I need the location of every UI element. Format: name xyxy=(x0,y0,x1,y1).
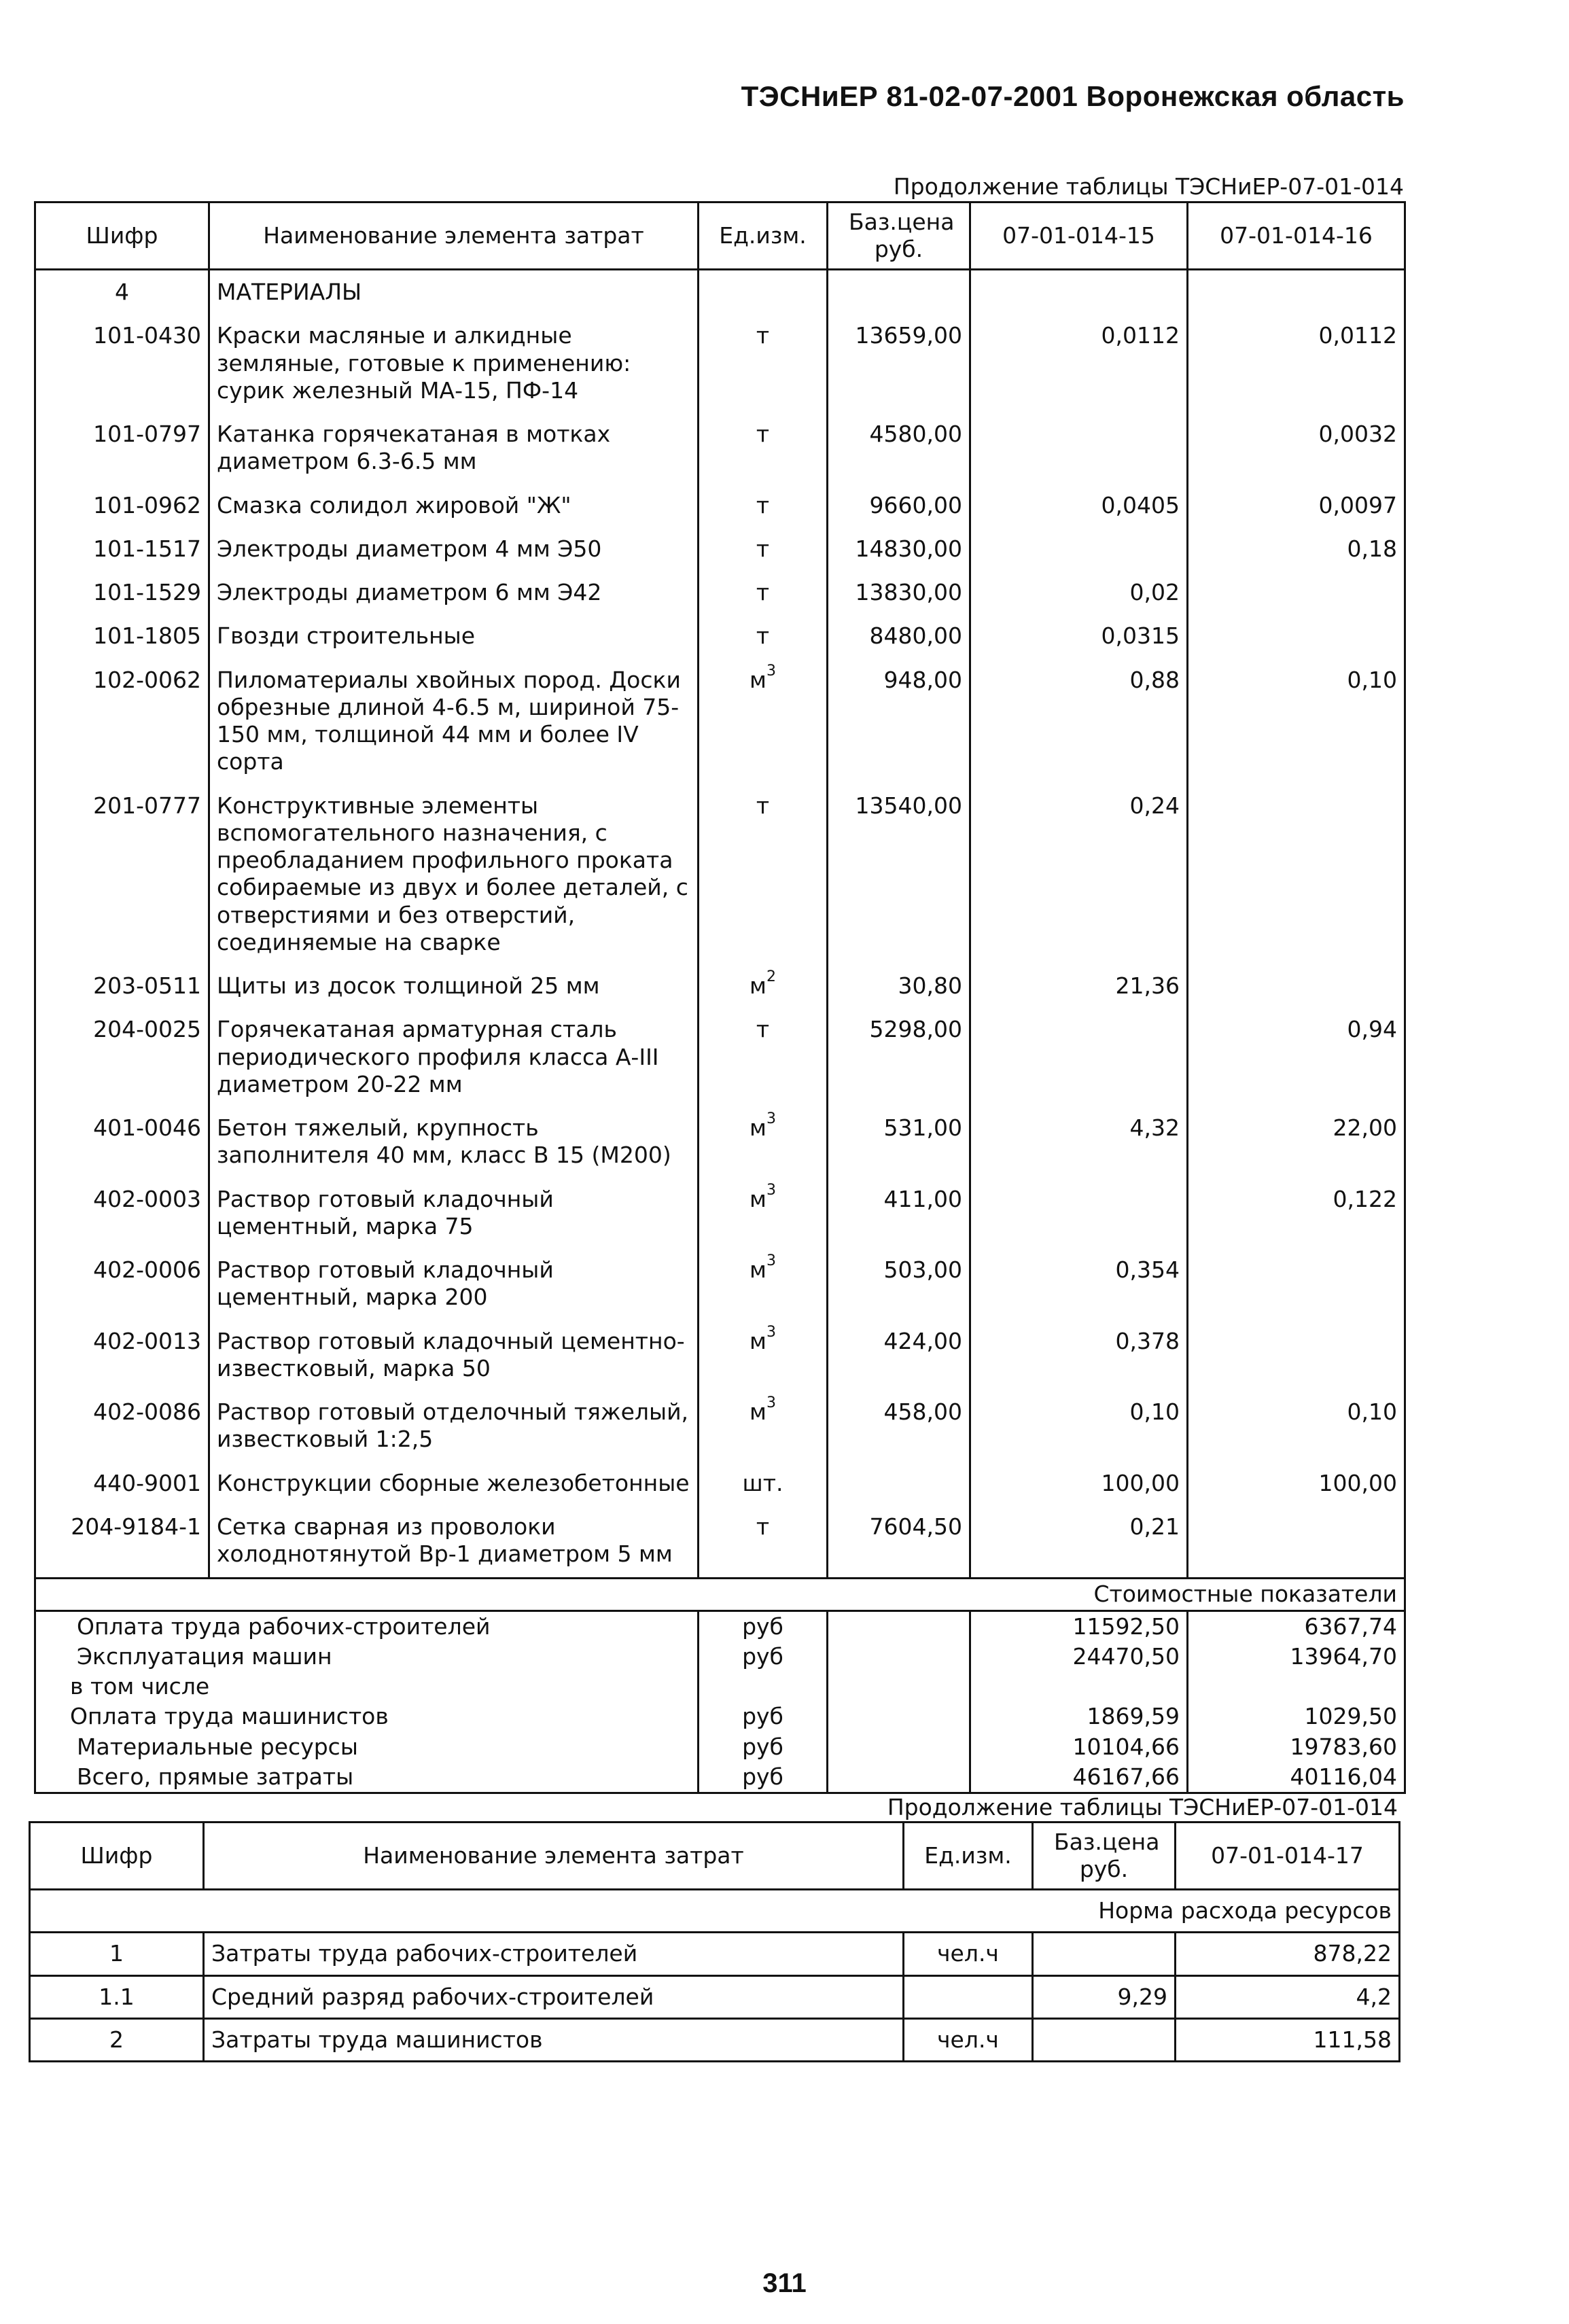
material-row xyxy=(35,1392,1405,1463)
unit-text: т xyxy=(756,535,770,562)
unit-text: т xyxy=(756,792,770,819)
row-price: 30,80 xyxy=(828,966,970,1009)
total-row xyxy=(35,1672,1405,1702)
row-name: Раствор готовый кладочный цементный, марка 75 xyxy=(209,1179,699,1250)
total-value-15: 11592,50 xyxy=(970,1610,1188,1642)
total-name: Оплата труда машинистов xyxy=(35,1702,699,1731)
total-name: Эксплуатация машин xyxy=(35,1642,699,1672)
total-row xyxy=(35,1702,1405,1731)
row-value-15: 0,0315 xyxy=(970,616,1188,659)
row-unit xyxy=(699,786,828,966)
row-value-16: 0,0112 xyxy=(1188,315,1405,414)
labor-row xyxy=(30,1975,1400,2018)
total-value-15: 46167,66 xyxy=(970,1762,1188,1793)
row-name: Бетон тяжелый, крупность заполнителя 40 мм, класс В 15 (М200) xyxy=(209,1108,699,1179)
row-name: Электроды диаметром 6 мм Э42 xyxy=(209,572,699,616)
row-name: Краски масляные и алкидные земляные, готовые к применению: сурик железный МА-15, ПФ-14 xyxy=(209,315,699,414)
unit-text: т xyxy=(756,322,770,349)
total-price xyxy=(828,1610,970,1642)
unit-text: м xyxy=(750,1114,766,1141)
col-header-price: Баз.цена руб. xyxy=(828,203,970,270)
material-row xyxy=(35,529,1405,572)
total-price xyxy=(828,1732,970,1762)
col2-header-price: Баз.цена руб. xyxy=(1033,1823,1176,1890)
row-unit xyxy=(699,414,828,485)
row-value-15: 0,0112 xyxy=(970,315,1188,414)
row-price: 7604,50 xyxy=(828,1507,970,1579)
total-value-15 xyxy=(970,1672,1188,1702)
row-price: 531,00 xyxy=(828,1108,970,1179)
row-price: 13659,00 xyxy=(828,315,970,414)
row-unit xyxy=(699,1179,828,1250)
cost-header: Стоимостные показатели xyxy=(35,1579,1405,1610)
row-unit xyxy=(699,572,828,616)
material-row xyxy=(35,1179,1405,1250)
row-value-15 xyxy=(970,414,1188,485)
row-code: 101-0962 xyxy=(35,485,209,529)
row-code: 204-9184-1 xyxy=(35,1507,209,1579)
total-value-16: 1029,50 xyxy=(1188,1702,1405,1731)
row-name: Конструкции сборные железобетонные xyxy=(209,1463,699,1507)
total-row xyxy=(35,1642,1405,1672)
total-value-16: 19783,60 xyxy=(1188,1732,1405,1762)
total-price xyxy=(828,1762,970,1793)
page-number: 311 xyxy=(762,2268,807,2298)
total-unit: руб xyxy=(699,1702,828,1731)
row-code: 204-0025 xyxy=(35,1009,209,1108)
unit-text: м xyxy=(750,666,766,693)
row-value-15: 0,21 xyxy=(970,1507,1188,1579)
total-unit: руб xyxy=(699,1732,828,1762)
unit-superscript: 3 xyxy=(766,1323,776,1341)
unit-text: м xyxy=(750,1185,766,1212)
total-name: Оплата труда рабочих-строителей xyxy=(35,1610,699,1642)
total-row xyxy=(35,1610,1405,1642)
row-value-15: 0,02 xyxy=(970,572,1188,616)
total-value-16: 6367,74 xyxy=(1188,1610,1405,1642)
row-value-15: 0,0405 xyxy=(970,485,1188,529)
row-code: 402-0013 xyxy=(35,1321,209,1392)
row-name: Затраты труда машинистов xyxy=(204,2018,904,2061)
row-value-16: 0,10 xyxy=(1188,660,1405,786)
total-value-15: 10104,66 xyxy=(970,1732,1188,1762)
row-value-16: 0,122 xyxy=(1188,1179,1405,1250)
row-name: Смазка солидол жировой "Ж" xyxy=(209,485,699,529)
total-unit: руб xyxy=(699,1762,828,1793)
row-value-15: 0,10 xyxy=(970,1392,1188,1463)
row-name: Щиты из досок толщиной 25 мм xyxy=(209,966,699,1009)
row-name: Катанка горячекатаная в мотках диаметром 6.3-6.5 мм xyxy=(209,414,699,485)
row-name: Горячекатаная арматурная сталь периодического профиля класса А-III диаметром 20-22 мм xyxy=(209,1009,699,1108)
row-value-16: 22,00 xyxy=(1188,1108,1405,1179)
row-value-16: 0,10 xyxy=(1188,1392,1405,1463)
row-value-16 xyxy=(1188,616,1405,659)
total-value-15: 1869,59 xyxy=(970,1702,1188,1731)
col-header-07-01-014-16: 07-01-014-16 xyxy=(1188,203,1405,270)
row-name: Раствор готовый отделочный тяжелый, известковый 1:2,5 xyxy=(209,1392,699,1463)
row-price: 9660,00 xyxy=(828,485,970,529)
section-code: 4 xyxy=(35,270,209,316)
table-2-caption: Продолжение таблицы ТЭСНиЕР-07-01-014 xyxy=(887,1794,1398,1820)
row-value-15: 0,354 xyxy=(970,1250,1188,1321)
row-unit: чел.ч xyxy=(904,1933,1033,1975)
row-code: 402-0003 xyxy=(35,1179,209,1250)
row-unit xyxy=(699,1321,828,1392)
unit-superscript: 3 xyxy=(766,1110,776,1127)
total-unit: руб xyxy=(699,1642,828,1672)
unit-text: шт. xyxy=(742,1469,783,1496)
material-row xyxy=(35,414,1405,485)
row-price: 14830,00 xyxy=(828,529,970,572)
row-price: 4580,00 xyxy=(828,414,970,485)
row-value-16: 100,00 xyxy=(1188,1463,1405,1507)
row-unit xyxy=(699,1392,828,1463)
row-price: 424,00 xyxy=(828,1321,970,1392)
row-code: 102-0062 xyxy=(35,660,209,786)
table2-header-row xyxy=(30,1823,1400,1890)
col-header-name: Наименование элемента затрат xyxy=(209,203,699,270)
row-code: 2 xyxy=(30,2018,204,2061)
total-row xyxy=(35,1762,1405,1793)
section-name: МАТЕРИАЛЫ xyxy=(209,270,699,316)
row-code: 402-0086 xyxy=(35,1392,209,1463)
row-name: Сетка сварная из проволоки холоднотянутой Вр-1 диаметром 5 мм xyxy=(209,1507,699,1579)
total-value-16: 40116,04 xyxy=(1188,1762,1405,1793)
row-unit xyxy=(904,1975,1033,2018)
col-header-unit: Ед.изм. xyxy=(699,203,828,270)
row-price xyxy=(828,1463,970,1507)
row-name: Электроды диаметром 4 мм Э50 xyxy=(209,529,699,572)
row-value-17: 111,58 xyxy=(1176,2018,1400,2061)
total-price xyxy=(828,1642,970,1672)
row-code: 402-0006 xyxy=(35,1250,209,1321)
row-price: 503,00 xyxy=(828,1250,970,1321)
row-value-16: 0,94 xyxy=(1188,1009,1405,1108)
row-price: 411,00 xyxy=(828,1179,970,1250)
total-unit: руб xyxy=(699,1610,828,1642)
row-code: 201-0777 xyxy=(35,786,209,966)
row-unit xyxy=(699,966,828,1009)
total-price xyxy=(828,1702,970,1731)
row-code: 101-1529 xyxy=(35,572,209,616)
col2-header-code: Шифр xyxy=(30,1823,204,1890)
row-value-15 xyxy=(970,529,1188,572)
unit-superscript: 3 xyxy=(766,1252,776,1269)
cost-header-row xyxy=(35,1579,1405,1610)
labor-table xyxy=(29,1821,1400,2062)
row-price: 13540,00 xyxy=(828,786,970,966)
row-name: Гвозди строительные xyxy=(209,616,699,659)
row-unit xyxy=(699,1108,828,1179)
unit-text: м xyxy=(750,1256,766,1283)
row-price: 948,00 xyxy=(828,660,970,786)
material-row xyxy=(35,1108,1405,1179)
material-row xyxy=(35,966,1405,1009)
row-value-16 xyxy=(1188,1250,1405,1321)
col2-header-name: Наименование элемента затрат xyxy=(204,1823,904,1890)
row-code: 101-0430 xyxy=(35,315,209,414)
row-price xyxy=(1033,1933,1176,1975)
row-value-16 xyxy=(1188,966,1405,1009)
material-row xyxy=(35,485,1405,529)
total-value-16: 13964,70 xyxy=(1188,1642,1405,1672)
unit-superscript: 3 xyxy=(766,1181,776,1199)
col2-header-unit: Ед.изм. xyxy=(904,1823,1033,1890)
total-name: Материальные ресурсы xyxy=(35,1732,699,1762)
row-code: 1 xyxy=(30,1933,204,1975)
material-row xyxy=(35,660,1405,786)
labor-row xyxy=(30,2018,1400,2061)
row-price: 458,00 xyxy=(828,1392,970,1463)
row-value-16 xyxy=(1188,572,1405,616)
unit-text: т xyxy=(756,421,770,447)
material-row xyxy=(35,786,1405,966)
row-value-15: 100,00 xyxy=(970,1463,1188,1507)
material-row xyxy=(35,572,1405,616)
unit-text: т xyxy=(756,491,770,518)
unit-text: т xyxy=(756,1016,770,1043)
row-code: 203-0511 xyxy=(35,966,209,1009)
row-value-15: 0,88 xyxy=(970,660,1188,786)
row-code: 101-1805 xyxy=(35,616,209,659)
row-value-17: 4,2 xyxy=(1176,1975,1400,2018)
total-name: в том числе xyxy=(35,1672,699,1702)
row-unit xyxy=(699,485,828,529)
row-value-16 xyxy=(1188,786,1405,966)
material-row xyxy=(35,1250,1405,1321)
norm-header-row xyxy=(30,1890,1400,1933)
row-value-15: 21,36 xyxy=(970,966,1188,1009)
row-price: 5298,00 xyxy=(828,1009,970,1108)
total-value-16 xyxy=(1188,1672,1405,1702)
row-value-15 xyxy=(970,1009,1188,1108)
material-row xyxy=(35,1009,1405,1108)
row-price: 13830,00 xyxy=(828,572,970,616)
norm-header: Норма расхода ресурсов xyxy=(30,1890,1400,1933)
row-value-16: 0,0032 xyxy=(1188,414,1405,485)
col2-header-07-01-014-17: 07-01-014-17 xyxy=(1176,1823,1400,1890)
row-code: 1.1 xyxy=(30,1975,204,2018)
table-header-row xyxy=(35,203,1405,270)
col-header-code: Шифр xyxy=(35,203,209,270)
row-name: Затраты труда рабочих-строителей xyxy=(204,1933,904,1975)
total-unit xyxy=(699,1672,828,1702)
unit-text: м xyxy=(750,1327,766,1354)
total-name: Всего, прямые затраты xyxy=(35,1762,699,1793)
material-row xyxy=(35,616,1405,659)
row-value-15: 0,378 xyxy=(970,1321,1188,1392)
row-name: Конструктивные элементы вспомогательного назначения, с преобладанием профильного проката собираемые из двух и более деталей, с отверстиями и без отверстий, соединяемые на сварке xyxy=(209,786,699,966)
row-unit xyxy=(699,616,828,659)
row-code: 401-0046 xyxy=(35,1108,209,1179)
unit-text: т xyxy=(756,1513,770,1540)
row-value-15 xyxy=(970,1179,1188,1250)
section-row xyxy=(35,270,1405,316)
labor-row xyxy=(30,1933,1400,1975)
row-unit xyxy=(699,315,828,414)
row-value-15: 4,32 xyxy=(970,1108,1188,1179)
unit-text: м xyxy=(750,972,766,999)
row-value-16 xyxy=(1188,1507,1405,1579)
row-price xyxy=(1033,2018,1176,2061)
document-header: ТЭСНиЕР 81-02-07-2001 Воронежская область xyxy=(741,80,1405,112)
row-name: Средний разряд рабочих-строителей xyxy=(204,1975,904,2018)
col-header-07-01-014-15: 07-01-014-15 xyxy=(970,203,1188,270)
row-unit xyxy=(699,1507,828,1579)
total-value-15: 24470,50 xyxy=(970,1642,1188,1672)
row-price: 9,29 xyxy=(1033,1975,1176,2018)
row-unit xyxy=(699,1250,828,1321)
total-price xyxy=(828,1672,970,1702)
unit-text: м xyxy=(750,1398,766,1425)
row-name: Пиломатериалы хвойных пород. Доски обрезные длиной 4-6.5 м, шириной 75-150 мм, толщиной 44 мм и более IV сорта xyxy=(209,660,699,786)
material-row xyxy=(35,1463,1405,1507)
total-row xyxy=(35,1732,1405,1762)
row-unit xyxy=(699,1463,828,1507)
row-code: 440-9001 xyxy=(35,1463,209,1507)
table-1-caption: Продолжение таблицы ТЭСНиЕР-07-01-014 xyxy=(893,173,1404,200)
material-row xyxy=(35,1321,1405,1392)
material-row xyxy=(35,1507,1405,1579)
unit-superscript: 3 xyxy=(766,1394,776,1411)
row-unit xyxy=(699,1009,828,1108)
unit-text: т xyxy=(756,579,770,605)
row-value-16: 0,0097 xyxy=(1188,485,1405,529)
row-name: Раствор готовый кладочный цементно-известковый, марка 50 xyxy=(209,1321,699,1392)
row-value-16 xyxy=(1188,1321,1405,1392)
row-unit xyxy=(699,660,828,786)
row-value-15: 0,24 xyxy=(970,786,1188,966)
row-price: 8480,00 xyxy=(828,616,970,659)
materials-table xyxy=(34,201,1406,1794)
material-row xyxy=(35,315,1405,414)
row-code: 101-1517 xyxy=(35,529,209,572)
row-value-16: 0,18 xyxy=(1188,529,1405,572)
row-value-17: 878,22 xyxy=(1176,1933,1400,1975)
row-unit: чел.ч xyxy=(904,2018,1033,2061)
row-code: 101-0797 xyxy=(35,414,209,485)
unit-text: т xyxy=(756,622,770,650)
unit-superscript: 3 xyxy=(766,662,776,680)
row-name: Раствор готовый кладочный цементный, марка 200 xyxy=(209,1250,699,1321)
row-unit xyxy=(699,529,828,572)
unit-superscript: 2 xyxy=(766,968,776,985)
